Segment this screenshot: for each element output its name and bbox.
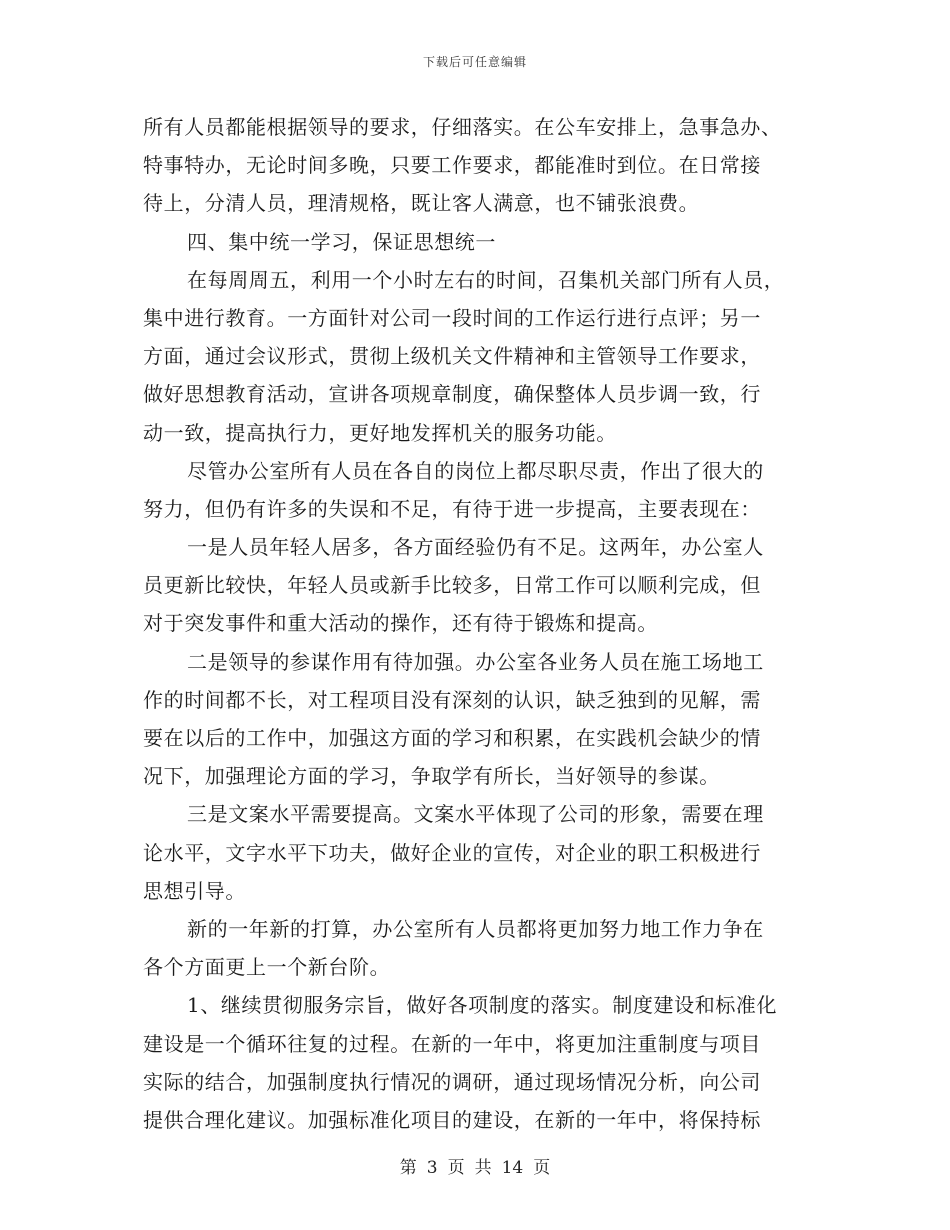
text-line: 尽管办公室所有人员在各自的岗位上都尽职尽责，作出了很大的: [187, 458, 764, 483]
text-line: 要在以后的工作中，加强这方面的学习和积累，在实践机会缺少的情: [143, 726, 761, 750]
footer-page-number: 3: [426, 1158, 438, 1178]
text-line: 提供合理化建议。加强标准化项目的建设，在新的一年中，将保持标: [143, 1107, 761, 1132]
footer-page-word: 页: [447, 1158, 465, 1178]
page-footer: [0, 1153, 950, 1178]
text-line: 作的时间都不长，对工程项目没有深刻的认识，缺乏独到的见解，需: [143, 687, 761, 712]
page-header: 下载后可任意编辑: [422, 55, 527, 69]
text-line: 做好思想教育活动，宣讲各项规章制度，确保整体人员步调一致，行: [143, 382, 761, 407]
text-line: 员更新比较快，年轻人员或新手比较多，日常工作可以顺利完成，但: [143, 573, 761, 598]
text-line: 三是文案水平需要提高。文案水平体现了公司的形象，需要在理: [187, 802, 764, 827]
text-line: 特事特办，无论时间多晚，只要工作要求，都能准时到位。在日常接: [143, 153, 761, 178]
text-line: 1、继续贯彻服务宗旨，做好各项制度的落实。制度建设和标准化: [187, 993, 778, 1018]
text-line: 方面，通过会议形式，贯彻上级机关文件精神和主管领导工作要求，: [143, 344, 761, 369]
text-line: 待上，分清人员，理清规格，既让客人满意，也不铺张浪费。: [143, 191, 700, 216]
document-body: [143, 108, 811, 1139]
footer-suffix: 页: [533, 1158, 551, 1178]
text-line: 四、集中统一学习，保证思想统一: [187, 229, 496, 254]
text-line: 思想引导。: [143, 878, 246, 903]
text-line: 一是人员年轻人居多，各方面经验仍有不足。这两年，办公室人: [187, 535, 764, 560]
text-line: 对于突发事件和重大活动的操作，还有待于锻炼和提高。: [143, 611, 658, 636]
text-line: 集中进行教育。一方面针对公司一段时间的工作运行进行点评；另一: [143, 305, 761, 330]
text-line: 动一致，提高执行力，更好地发挥机关的服务功能。: [143, 420, 617, 445]
footer-total-word: 共: [474, 1158, 492, 1178]
text-line: 建设是一个循环往复的过程。在新的一年中，将更加注重制度与项目: [143, 1031, 761, 1056]
footer-prefix: 第: [399, 1158, 417, 1178]
footer-total-pages: 14: [501, 1158, 524, 1178]
text-line: 在每周周五，利用一个小时左右的时间，召集机关部门所有人员，: [187, 267, 785, 292]
text-line: 二是领导的参谋作用有待加强。办公室各业务人员在施工场地工: [187, 649, 764, 674]
text-line: 努力，但仍有许多的失误和不足，有待于进一步提高，主要表现在：: [143, 496, 761, 521]
text-line: 论水平，文字水平下功夫，做好企业的宣传，对企业的职工积极进行: [143, 840, 761, 865]
text-line: 各个方面更上一个新台阶。: [143, 955, 391, 980]
text-line: 新的一年新的打算，办公室所有人员都将更加努力地工作力争在: [187, 916, 764, 941]
text-line: 实际的结合，加强制度执行情况的调研，通过现场情况分析，向公司: [143, 1069, 761, 1094]
text-line: 所有人员都能根据领导的要求，仔细落实。在公车安排上，急事急办、: [143, 115, 782, 139]
text-line: 况下，加强理论方面的学习，争取学有所长，当好领导的参谋。: [143, 764, 720, 789]
